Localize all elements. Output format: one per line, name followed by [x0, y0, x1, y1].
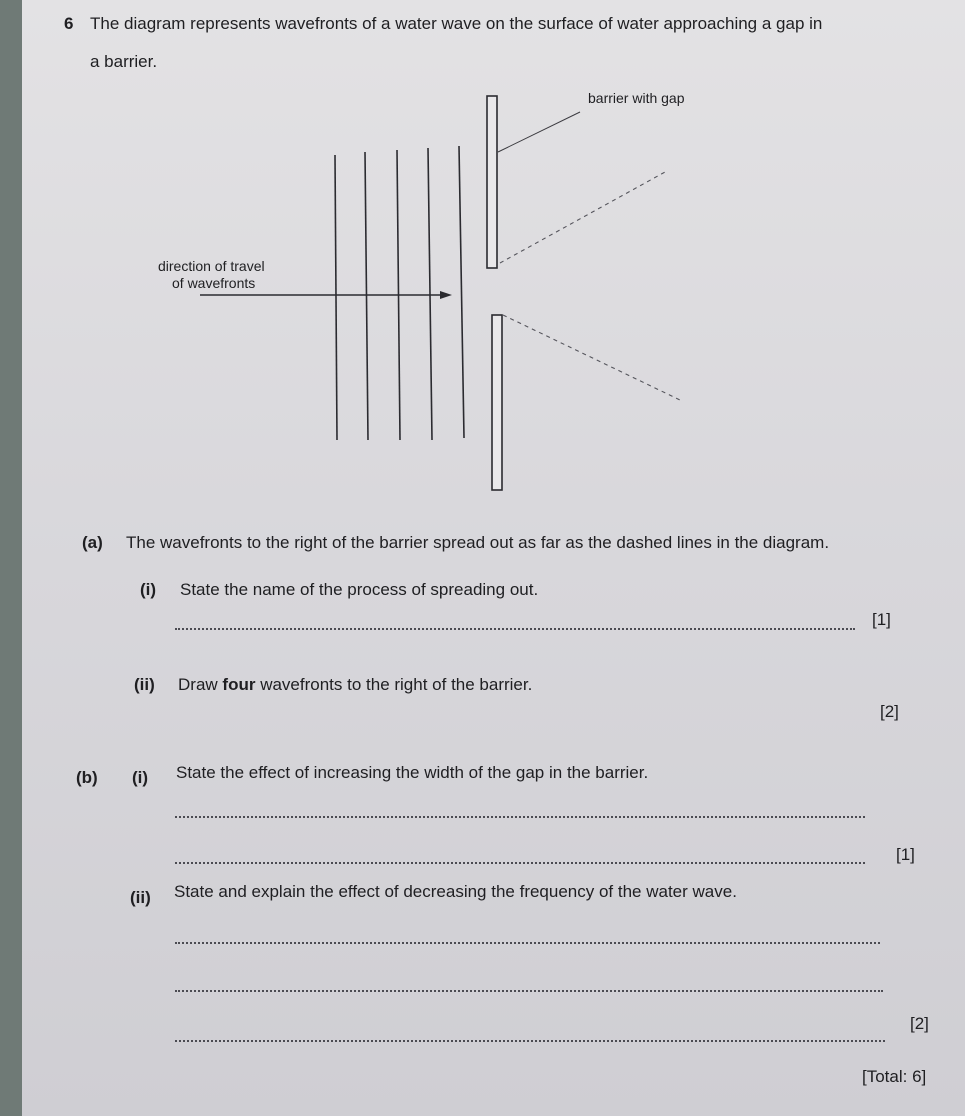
part-a-label: (a): [82, 533, 103, 552]
part-a-ii-text-after: wavefronts to the right of the barrier.: [260, 675, 533, 694]
part-b-label: (b): [76, 768, 98, 787]
question-stem-line2: a barrier.: [90, 52, 158, 71]
part-a-ii-text-before: Draw: [178, 675, 218, 694]
part-b-ii-text: State and explain the effect of decreasing the frequency of the water wave.: [174, 882, 737, 901]
part-a-text: The wavefronts to the right of the barrier spread out as far as the dashed lines in the diagram.: [126, 533, 830, 552]
direction-label-line2: of wavefronts: [172, 275, 256, 291]
dashed-line-upper: [500, 172, 665, 263]
question-number: 6: [64, 14, 74, 33]
part-a-i-text: State the name of the process of spreading out.: [180, 580, 539, 599]
barrier-upper: [487, 96, 497, 268]
question-stem-line1: The diagram represents wavefronts of a water wave on the surface of water approaching a gap in: [90, 14, 823, 33]
barrier-label-leader: [498, 112, 580, 152]
part-a-ii-marks: [2]: [880, 702, 899, 721]
wavefront-5: [459, 146, 464, 438]
barrier-lower: [492, 315, 502, 490]
answer-line-b-i-1[interactable]: [175, 816, 865, 818]
answer-line-a-i[interactable]: [175, 628, 855, 630]
part-a-ii-text: [178, 675, 532, 695]
part-b-ii-marks: [2]: [910, 1014, 929, 1033]
barrier-label: barrier with gap: [588, 90, 685, 106]
dashed-line-lower: [503, 315, 680, 400]
part-a-ii-text-bold: four: [222, 675, 256, 694]
answer-line-b-ii-3[interactable]: [175, 1040, 885, 1042]
part-b-i-marks: [1]: [896, 845, 915, 864]
direction-label-line1: direction of travel: [158, 258, 265, 274]
direction-arrowhead: [440, 291, 452, 299]
wavefront-4: [428, 148, 432, 440]
part-b-i-label: (i): [132, 768, 149, 787]
answer-line-b-ii-2[interactable]: [175, 990, 883, 992]
total-marks: [Total: 6]: [862, 1067, 927, 1086]
part-a-i-label: (i): [140, 580, 157, 599]
part-b-i-text: State the effect of increasing the width of the gap in the barrier.: [176, 763, 649, 782]
part-a-ii-label: (ii): [134, 675, 155, 694]
wavefront-2: [365, 152, 368, 440]
part-b-ii-label: (ii): [130, 888, 151, 907]
part-a-i-marks: [1]: [872, 610, 891, 629]
wavefront-1: [335, 155, 337, 440]
answer-line-b-ii-1[interactable]: [175, 942, 880, 944]
answer-line-b-i-2[interactable]: [175, 862, 865, 864]
